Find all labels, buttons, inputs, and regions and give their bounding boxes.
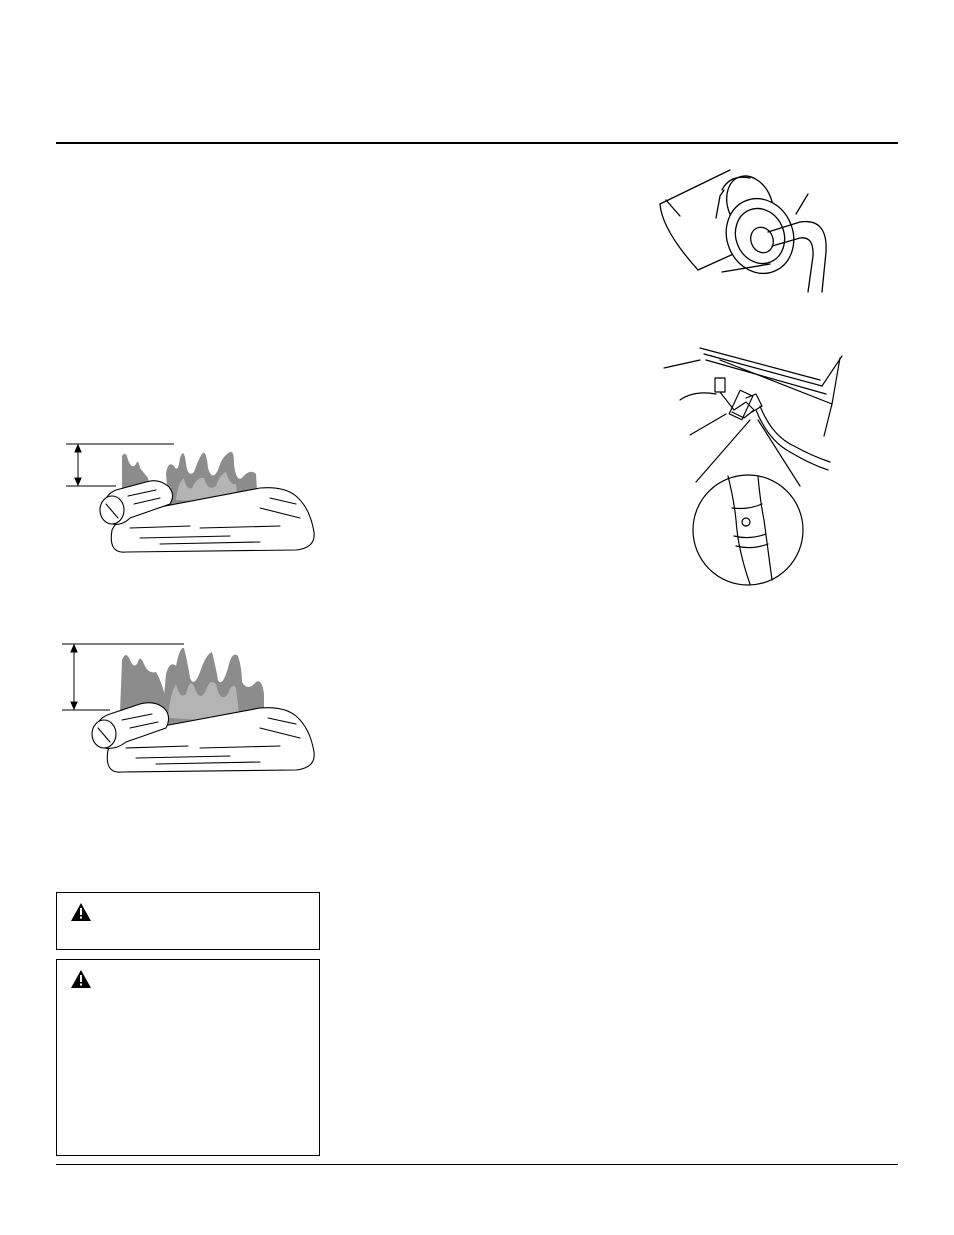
footer-rule <box>56 1164 898 1165</box>
burner-orifice-figure <box>650 160 850 300</box>
warning-triangle-icon <box>71 903 91 921</box>
warning-box-2 <box>56 959 320 1156</box>
flame-pattern-a-figure <box>60 438 320 558</box>
warning-box-1 <box>56 892 320 950</box>
flame-pattern-b-figure <box>60 638 320 778</box>
header-rule <box>56 142 898 144</box>
pilot-assembly-figure <box>660 340 850 590</box>
warning-triangle-icon <box>71 970 91 988</box>
